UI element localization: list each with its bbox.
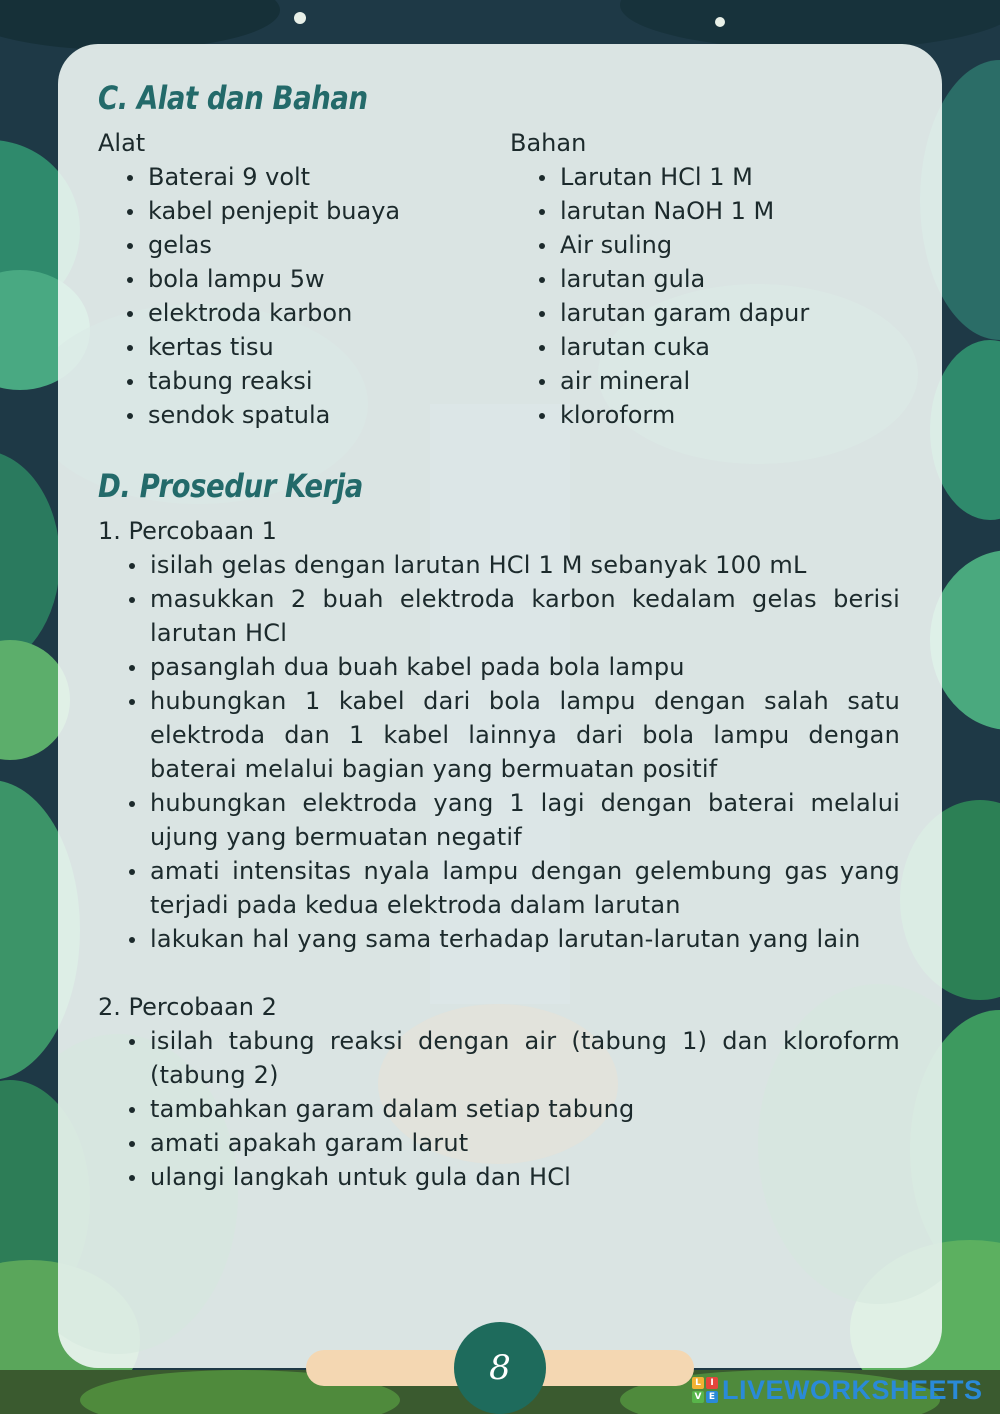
list-item: Baterai 9 volt	[98, 160, 478, 194]
list-item: elektroda karbon	[98, 296, 478, 330]
percobaan-2-steps	[98, 1024, 900, 1194]
list-item: larutan gula	[510, 262, 890, 296]
list-item: isilah gelas dengan larutan HCl 1 M sebanyak 100 mL	[98, 548, 900, 582]
bahan-list	[510, 160, 890, 432]
list-item: Larutan HCl 1 M	[510, 160, 890, 194]
logo-letter: I	[706, 1377, 718, 1389]
list-item: sendok spatula	[98, 398, 478, 432]
bahan-column	[510, 126, 890, 432]
content-card	[58, 44, 942, 1368]
alat-heading: Alat	[98, 129, 146, 157]
liveworksheets-grid-icon	[692, 1377, 718, 1403]
list-item: larutan garam dapur	[510, 296, 890, 330]
list-item: larutan NaOH 1 M	[510, 194, 890, 228]
list-item: kabel penjepit buaya	[98, 194, 478, 228]
card-content	[98, 74, 900, 1194]
alat-column	[98, 126, 478, 432]
list-item: pasanglah dua buah kabel pada bola lampu	[98, 650, 900, 684]
list-item: kloroform	[510, 398, 890, 432]
percobaan-1-heading: 1. Percobaan 1	[98, 517, 277, 545]
logo-letter: L	[692, 1377, 704, 1389]
list-item: kertas tisu	[98, 330, 478, 364]
liveworksheets-text: LIVEWORKSHEETS	[722, 1374, 983, 1405]
page-number: 8	[454, 1322, 546, 1414]
bahan-heading: Bahan	[510, 129, 587, 157]
logo-letter: E	[706, 1391, 718, 1403]
list-item: masukkan 2 buah elektroda karbon kedalam gelas berisi larutan HCl	[98, 582, 900, 650]
list-item: hubungkan 1 kabel dari bola lampu dengan salah satu elektroda dan 1 kabel lainnya dari bola lampu dengan baterai melalui bagian yang bermuatan positif	[98, 684, 900, 786]
list-item: gelas	[98, 228, 478, 262]
list-item: ulangi langkah untuk gula dan HCl	[98, 1160, 900, 1194]
section-c-title: C. Alat dan Bahan	[98, 79, 368, 117]
list-item: amati intensitas nyala lampu dengan gelembung gas yang terjadi pada kedua elektroda dalam larutan	[98, 854, 900, 922]
percobaan-2-heading: 2. Percobaan 2	[98, 993, 277, 1021]
list-item: lakukan hal yang sama terhadap larutan-larutan yang lain	[98, 922, 900, 956]
list-item: tabung reaksi	[98, 364, 478, 398]
list-item: tambahkan garam dalam setiap tabung	[98, 1092, 900, 1126]
list-item: Air suling	[510, 228, 890, 262]
logo-letter: V	[692, 1391, 704, 1403]
list-item: bola lampu 5w	[98, 262, 478, 296]
list-item: hubungkan elektroda yang 1 lagi dengan baterai melalui ujung yang bermuatan negatif	[98, 786, 900, 854]
liveworksheets-logo[interactable]	[692, 1374, 983, 1406]
list-item: larutan cuka	[510, 330, 890, 364]
list-item: amati apakah garam larut	[98, 1126, 900, 1160]
tools-materials-columns	[98, 126, 900, 429]
step-group-gap	[98, 956, 900, 990]
alat-list	[98, 160, 478, 432]
percobaan-1-steps	[98, 548, 900, 956]
section-d-title: D. Prosedur Kerja	[98, 467, 363, 505]
list-item: air mineral	[510, 364, 890, 398]
list-item: isilah tabung reaksi dengan air (tabung 1) dan kloroform (tabung 2)	[98, 1024, 900, 1092]
